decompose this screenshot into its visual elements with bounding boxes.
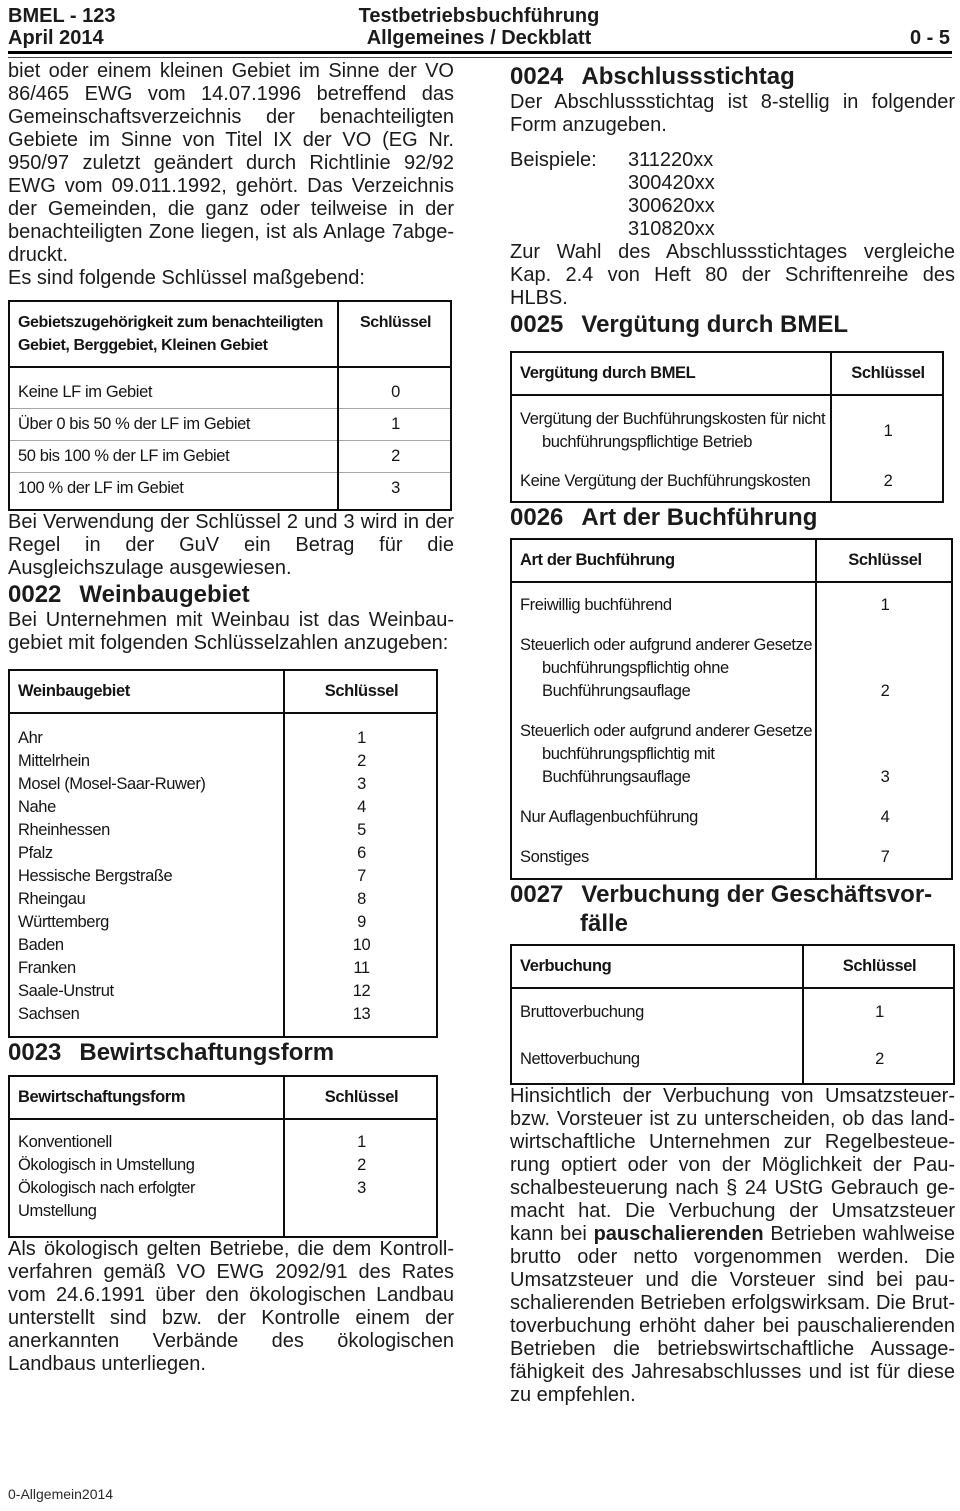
weinbau-intro: Bei Unternehmen mit Weinbau ist das Weinbaugebiet mit folgenden Schlüsselzahlen anzugeben: xyxy=(8,609,454,654)
section-number: 0024 xyxy=(510,63,564,90)
section-title: Verbuchung der Geschäftsvorfälle xyxy=(580,881,933,937)
cell-key: 1 xyxy=(338,409,451,441)
table-row xyxy=(9,1003,437,1037)
column-header-art: Art der Buchführung xyxy=(511,539,816,582)
table-row xyxy=(511,988,954,1036)
cell-label: Rheinhessen xyxy=(18,821,110,839)
beispiele-values xyxy=(628,149,715,241)
table-row xyxy=(9,888,437,911)
cell-key: 12 xyxy=(284,980,437,1003)
cell-label: Mosel (Mosel-Saar-Ruwer) xyxy=(18,775,206,793)
cell-label: Ökologisch nach erfolgter Umstellung xyxy=(18,1179,196,1220)
table-row xyxy=(9,911,437,934)
cell-key: 1 xyxy=(831,395,943,462)
table-header-row xyxy=(9,1076,437,1119)
table-row xyxy=(9,473,451,511)
cell-key: 2 xyxy=(816,626,952,712)
section-heading-0024 xyxy=(510,62,955,91)
doc-title: Testbetriebsbuchführung xyxy=(358,5,600,27)
cell-label: Über 0 bis 50 % der LF im Gebiet xyxy=(9,409,338,441)
cell-label: Vergütung der Buchführungskosten für nicht buchführungspflichtige Betrieb xyxy=(520,410,826,451)
cell-key: 3 xyxy=(284,773,437,796)
table-row xyxy=(511,838,952,879)
cell-label: Nur Auflagenbuchführung xyxy=(520,808,698,826)
cell-label: Baden xyxy=(18,936,64,954)
cell-label: Keine LF im Gebiet xyxy=(18,383,153,401)
beispiele-block xyxy=(510,149,955,241)
table-row xyxy=(9,796,437,819)
section-number: 0023 xyxy=(8,1039,62,1066)
table-header-row xyxy=(511,945,954,988)
cell-label: Saale-Unstrut xyxy=(18,982,114,1000)
table-row xyxy=(9,842,437,865)
section-heading-0022 xyxy=(8,580,454,609)
table-row xyxy=(9,441,451,473)
page-header xyxy=(0,0,960,49)
cell-label: Steuerlich oder aufgrund anderer Gesetze buchführungspflichtig ohne Buchführungsauflage xyxy=(520,636,813,700)
cell-key: 0 xyxy=(338,367,451,409)
schluessel-note: Es sind folgende Schlüssel maßgebend: xyxy=(8,267,365,289)
cell-label: Nahe xyxy=(18,798,56,816)
cell-key: 2 xyxy=(803,1036,954,1084)
bewirtschaftungsform-table xyxy=(8,1075,438,1238)
page-number: 0 - 5 xyxy=(909,27,950,49)
cell-key: 2 xyxy=(338,441,451,473)
cell-key: 11 xyxy=(284,957,437,980)
cell-key: 2 xyxy=(831,462,943,502)
cell-key: 7 xyxy=(284,865,437,888)
table-row xyxy=(511,1036,954,1084)
cell-key: 13 xyxy=(284,1003,437,1037)
beispiele-label: Beispiele: xyxy=(510,149,597,171)
section-heading-0026 xyxy=(510,503,955,532)
doc-date: April 2014 xyxy=(8,27,104,49)
cell-key: 1 xyxy=(816,582,952,626)
table-header-row xyxy=(9,301,451,367)
column-header-schluessel: Schlüssel xyxy=(803,945,954,988)
cell-key: 1 xyxy=(284,1119,437,1154)
right-column xyxy=(510,62,955,1407)
header-left xyxy=(8,5,228,49)
column-header-schluessel: Schlüssel xyxy=(338,301,451,367)
section-number: 0026 xyxy=(510,504,564,531)
column-header-weinbaugebiet: Weinbaugebiet xyxy=(9,670,284,713)
cell-label: Ahr xyxy=(18,729,43,747)
table-row xyxy=(9,713,437,750)
cell-key: 6 xyxy=(284,842,437,865)
section-number: 0025 xyxy=(510,311,564,338)
beispiel-value: 300620xx xyxy=(628,195,715,217)
table-row xyxy=(511,395,943,462)
cell-key: 2 xyxy=(284,1154,437,1177)
cell-label: Mittelrhein xyxy=(18,752,90,770)
table-row xyxy=(9,1154,437,1177)
doc-id: BMEL - 123 xyxy=(8,5,116,27)
table-header-row xyxy=(9,670,437,713)
table-row xyxy=(9,409,451,441)
table-header-row xyxy=(511,539,952,582)
table-row xyxy=(9,934,437,957)
cell-key: 3 xyxy=(816,712,952,798)
cell-label: Rheingau xyxy=(18,890,86,908)
cell-key: 4 xyxy=(816,798,952,838)
cell-label: Ökologisch in Umstellung xyxy=(18,1156,195,1174)
header-rule xyxy=(8,51,952,58)
beispiel-value: 310820xx xyxy=(628,218,715,240)
cell-key: 2 xyxy=(284,750,437,773)
table-row xyxy=(9,819,437,842)
section-number: 0027 xyxy=(510,881,564,908)
paragraph-part: Hinsichtlich der Verbuchung von Umsatzsteuer- bzw. Vorsteuer ist zu unterscheiden, ob das landwirtschaftliche Unternehmen zur Regelbesteuerung optiert oder von der Möglichkeit der Pauschalbesteuerung nach § 24 UStG Gebrauch gemacht hat. Die Verbuchung der Umsatzsteuer kann bei xyxy=(510,1085,955,1245)
column-header-verbuchung: Verbuchung xyxy=(511,945,803,988)
abschluss-para2: Zur Wahl des Abschlussstichtages vergleiche Kap. 2.4 von Heft 80 der Schriftenreihe des HLBS. xyxy=(510,241,955,309)
intro-paragraph: biet oder einem kleinen Gebiet im Sinne der VO 86/465 EWG vom 14.07.1996 betreffend das Gemeinschaftsverzeichnis der benachteiligten Gebiete im Sinne von Titel IX der VO (EG Nr. 950/97 zuletzt geändert durch Richtlinie 92/92 EWG vom 09.011.1992, gehört. Das Verzeichnis der Gemeinden, die ganz oder teilweise in der benachteiligten Zone liegen, ist als Anlage 7abgedruckt. xyxy=(8,60,454,266)
section-title: Abschlussstichtag xyxy=(581,63,795,90)
usage-note: Bei Verwendung der Schlüssel 2 und 3 wird in der Regel in der GuV ein Betrag für die Ausgleichszulage ausgewiesen. xyxy=(8,511,454,579)
table-row xyxy=(9,1119,437,1154)
table-row xyxy=(511,582,952,626)
beispiel-value: 311220xx xyxy=(628,149,714,171)
header-right xyxy=(730,5,950,49)
umsatzsteuer-paragraph xyxy=(510,1085,955,1407)
section-heading-0025 xyxy=(510,310,955,339)
beispiel-value: 300420xx xyxy=(628,172,715,194)
cell-label: Keine Vergütung der Buchführungskosten xyxy=(520,472,811,490)
cell-label: Bruttoverbuchung xyxy=(520,1003,644,1021)
cell-key: 3 xyxy=(284,1177,437,1237)
weinbaugebiet-table xyxy=(8,669,438,1038)
table-row xyxy=(9,773,437,796)
table-row xyxy=(9,367,451,409)
column-header-schluessel: Schlüssel xyxy=(284,1076,437,1119)
cell-key: 9 xyxy=(284,911,437,934)
table-row xyxy=(511,462,943,502)
cell-label: Hessische Bergstraße xyxy=(18,867,173,885)
cell-label: Württemberg xyxy=(18,913,109,931)
column-header-schluessel: Schlüssel xyxy=(816,539,952,582)
cell-key: 7 xyxy=(816,838,952,879)
section-title: Art der Buchführung xyxy=(581,504,818,531)
verbuchung-table xyxy=(510,944,955,1085)
table-row xyxy=(511,712,952,798)
header-center xyxy=(228,5,730,49)
section-heading-0023 xyxy=(8,1038,454,1067)
oeko-note: Als ökologisch gelten Betriebe, die dem Kontrollverfahren gemäß VO EWG 2092/91 des Rates vom 24.6.1991 über den ökologischen Landbau unterstellt sind bzw. der Kontrolle einem der anerkannten Verbände des ökologischen Landbaus unterliegen. xyxy=(8,1238,454,1375)
section-title: Bewirtschaftungsform xyxy=(79,1039,335,1066)
table-header-row xyxy=(511,352,943,395)
column-header-bewirtschaftungsform: Bewirtschaftungsform xyxy=(9,1076,284,1119)
verguetung-table xyxy=(510,351,944,503)
table-row xyxy=(9,865,437,888)
cell-key: 1 xyxy=(803,988,954,1036)
table-row xyxy=(9,980,437,1003)
section-title: Vergütung durch BMEL xyxy=(581,311,849,338)
table-row xyxy=(9,750,437,773)
cell-key: 5 xyxy=(284,819,437,842)
paragraph-part: Betrieben wahlweise brutto oder netto vorgenommen werden. Die Umsatzsteuer und die Vorsteuer sind bei pauschalierenden Betrieben erfolgswirksam. Die Bruttoverbuchung erhöht daher bei pauschalierenden Betrieben die betriebswirtschaftliche Aussagefähigkeit des Jahresabschlusses und ist für diese zu empfehlen. xyxy=(510,1223,956,1406)
paragraph-bold-word: pauschalierenden xyxy=(593,1223,764,1245)
column-header-schluessel: Schlüssel xyxy=(831,352,943,395)
cell-key: 4 xyxy=(284,796,437,819)
cell-label: Pfalz xyxy=(18,844,53,862)
art-der-buchfuehrung-table xyxy=(510,538,953,880)
cell-label: Steuerlich oder aufgrund anderer Gesetze buchführungspflichtig mit Buchführungsauflage xyxy=(520,722,813,786)
cell-label: Nettoverbuchung xyxy=(520,1050,640,1068)
column-header-gebiet: Gebietszugehörigkeit zum benachteiligten Gebiet, Berggebiet, Kleinen Gebiet xyxy=(9,301,338,367)
cell-label: Sachsen xyxy=(18,1005,80,1023)
cell-label: Sonstiges xyxy=(520,848,589,866)
doc-subtitle: Allgemeines / Deckblatt xyxy=(366,27,592,49)
table-row xyxy=(511,798,952,838)
table-row xyxy=(9,1177,437,1237)
section-title: Weinbaugebiet xyxy=(79,581,250,608)
page-footer: 0-Allgemein2014 xyxy=(8,1486,114,1502)
gebiet-schluessel-table xyxy=(8,300,452,511)
cell-key: 8 xyxy=(284,888,437,911)
cell-label: Freiwillig buchführend xyxy=(520,596,672,614)
left-column xyxy=(8,60,454,1376)
table-row xyxy=(9,957,437,980)
cell-label: Franken xyxy=(18,959,76,977)
cell-key: 10 xyxy=(284,934,437,957)
cell-label: Konventionell xyxy=(18,1133,112,1151)
table-row xyxy=(511,626,952,712)
cell-key: 3 xyxy=(338,473,451,511)
column-header-schluessel: Schlüssel xyxy=(284,670,437,713)
section-heading-0027 xyxy=(510,880,955,938)
cell-label: 50 bis 100 % der LF im Gebiet xyxy=(9,441,338,473)
column-header-verguetung: Vergütung durch BMEL xyxy=(511,352,831,395)
section-number: 0022 xyxy=(8,581,62,608)
abschluss-para1: Der Abschlussstichtag ist 8-stellig in folgender Form anzugeben. xyxy=(510,91,955,136)
cell-key: 1 xyxy=(284,713,437,750)
cell-label: 100 % der LF im Gebiet xyxy=(9,473,338,511)
